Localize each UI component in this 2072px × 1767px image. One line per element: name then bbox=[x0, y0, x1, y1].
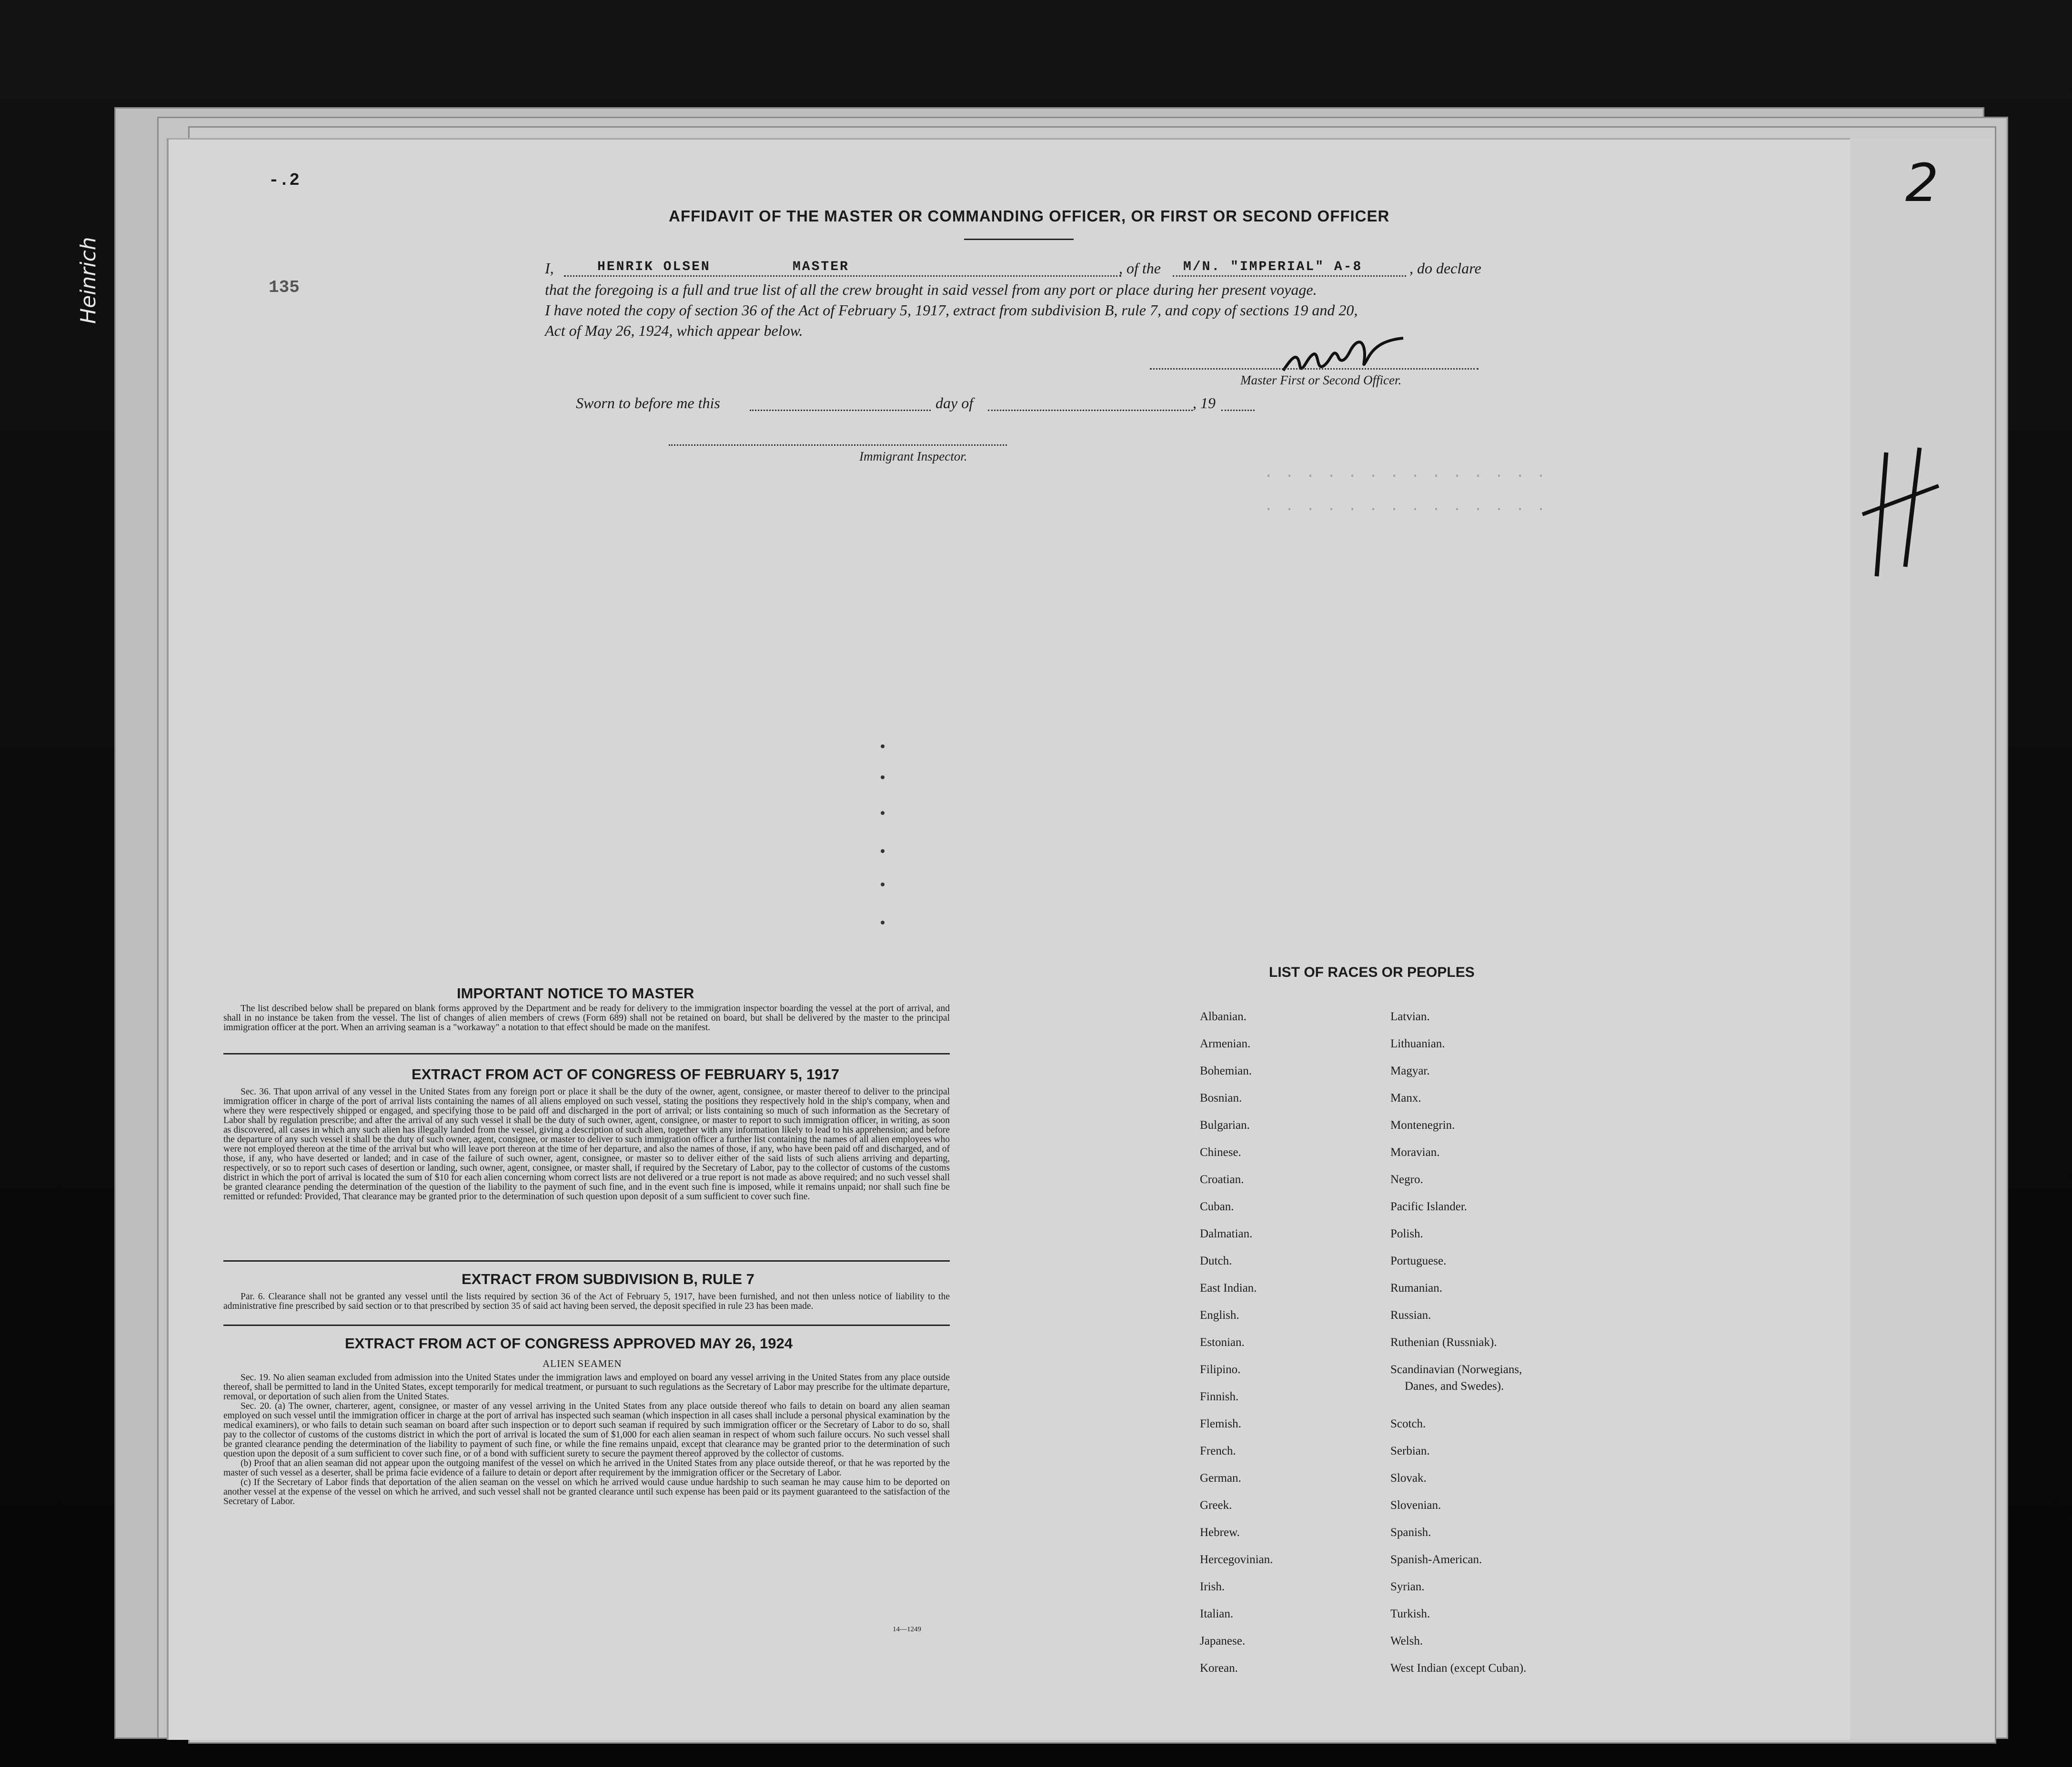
vessel-name: M/N. "IMPERIAL" A-8 bbox=[1183, 260, 1363, 274]
corner-mark: 2 bbox=[1905, 152, 1939, 213]
affidavit-page bbox=[167, 138, 1850, 1740]
extract-1924-title: EXTRACT FROM ACT OF CONGRESS APPROVED MAY 26, 1924 bbox=[345, 1335, 793, 1352]
master-name: HENRIK OLSEN bbox=[597, 260, 711, 274]
rule7-paragraph: Par. 6. Clearance shall not be granted any vessel until the lists required by section 36 of the Act of February 5, 1917, have been furnished, and not then unless notice of liability to the administrative fine prescribed by said section or to that prescribed by section 35 of said act having been served, the deposit specified in rule 23 has been made. bbox=[223, 1292, 950, 1311]
race-item: Japanese. bbox=[1200, 1635, 1246, 1647]
extract-1917-title: EXTRACT FROM ACT OF CONGRESS OF FEBRUARY 5, 1917 bbox=[412, 1066, 839, 1083]
races-title: LIST OF RACES OR PEOPLES bbox=[1269, 964, 1475, 980]
race-item: Montenegrin. bbox=[1390, 1119, 1455, 1132]
year-line bbox=[1221, 410, 1255, 411]
race-item: Turkish. bbox=[1390, 1607, 1430, 1620]
race-item: Finnish. bbox=[1200, 1390, 1239, 1403]
section-rule bbox=[223, 1325, 950, 1326]
mark-dot bbox=[881, 849, 885, 853]
page-number-stamp: -.2 bbox=[269, 171, 300, 190]
of-the-label: , of the bbox=[1119, 260, 1161, 277]
race-item: Scotch. bbox=[1390, 1417, 1426, 1430]
bleed-through-text: · · · · · · · · · · · · · · bbox=[1264, 502, 1548, 518]
inspector-line bbox=[669, 444, 1007, 446]
race-item: Armenian. bbox=[1200, 1037, 1251, 1050]
name-line bbox=[564, 275, 1121, 277]
side-number: 135 bbox=[269, 278, 300, 297]
race-item: Bosnian. bbox=[1200, 1092, 1242, 1104]
race-item: Irish. bbox=[1200, 1580, 1225, 1593]
race-item: West Indian (except Cuban). bbox=[1390, 1662, 1527, 1675]
mark-dot bbox=[881, 811, 885, 815]
race-item: Spanish-American. bbox=[1390, 1553, 1482, 1566]
extract-1917-text bbox=[223, 1087, 950, 1202]
race-item: Chinese. bbox=[1200, 1146, 1241, 1159]
race-item: Bohemian. bbox=[1200, 1064, 1252, 1077]
day-of-label: day of bbox=[935, 394, 974, 412]
mark-dot bbox=[881, 921, 885, 924]
notice-paragraph: The list described below shall be prepared on blank forms approved by the Department and be ready for delivery to the immigration inspector boarding the vessel at the port of arrival, and shall in no instance be taken from the vessel. The list of changes of alien members of crews (Form 689) shall not be retained on board, but shall be delivered by the master to the principal immigration officer at the port. When an arriving seaman is a "workaway" a notation to that effect should be made on the manifest. bbox=[223, 1004, 950, 1033]
title-rule bbox=[964, 239, 1074, 240]
race-item: Negro. bbox=[1390, 1173, 1423, 1186]
signature bbox=[1445, 363, 1446, 364]
race-item: French. bbox=[1200, 1445, 1236, 1457]
race-item: Spanish. bbox=[1390, 1526, 1431, 1539]
race-item: Slovak. bbox=[1390, 1472, 1427, 1485]
affidavit-line-2: that the foregoing is a full and true list of all the crew brought in said vessel from any port or place during her present voyage. bbox=[545, 281, 1317, 298]
section-20b-paragraph: (b) Proof that an alien seaman did not appear upon the outgoing manifest of the vessel on which he arrived in the United States from any place outside thereof, or that he was reported by the master of such vessel as a deserter, shall be prima facie evidence of a failure to detain or deport after requirement by the immigration officer or the Secretary of Labor. bbox=[223, 1458, 950, 1478]
notice-text bbox=[223, 1004, 950, 1033]
section-rule bbox=[223, 1053, 950, 1054]
race-item: Magyar. bbox=[1390, 1064, 1430, 1077]
mark-dot bbox=[881, 744, 885, 748]
race-item: Dutch. bbox=[1200, 1255, 1232, 1267]
sworn-day-line bbox=[750, 410, 931, 411]
race-item: Manx. bbox=[1390, 1092, 1421, 1104]
affidavit-i-label: I, bbox=[545, 260, 554, 277]
race-item: Slovenian. bbox=[1390, 1499, 1441, 1512]
race-item: Croatian. bbox=[1200, 1173, 1244, 1186]
race-item: English. bbox=[1200, 1309, 1239, 1322]
race-item: Greek. bbox=[1200, 1499, 1232, 1512]
notice-title: IMPORTANT NOTICE TO MASTER bbox=[457, 985, 694, 1002]
section-20c-paragraph: (c) If the Secretary of Labor finds that deportation of the alien seaman on the vessel on which he arrived would cause undue hardship to such seaman he may cause him to be deported on another vessel at the expense of the vessel on which he arrived, and such vessel shall not be granted clearance until such expense has been paid or its payment guaranteed to the satisfaction of the Secretary of Labor. bbox=[223, 1477, 950, 1506]
race-item: Welsh. bbox=[1390, 1635, 1423, 1647]
race-item: Scandinavian (Norwegians, bbox=[1390, 1363, 1522, 1376]
bleed-through-text: · · · · · · · · · · · · · · bbox=[1264, 468, 1548, 484]
race-item: Moravian. bbox=[1390, 1146, 1440, 1159]
inspector-caption: Immigrant Inspector. bbox=[859, 449, 967, 463]
section-36-paragraph: Sec. 36. That upon arrival of any vessel in the United States from any foreign port or place it shall be the duty of the owner, agent, consignee, or master thereof to deliver to the principal immigration officer in charge of the port of arrival lists containing the names of all aliens employed on such vessel, stating the positions they respectively hold in the ship's company, when and where they were respectively shipped or engaged, and specifying those to be paid off and discharged in the port of arrival; or lists containing so much of such information as the Secretary of Labor shall by regulation prescribe; and after the arrival of any such vessel it shall be the duty of such owner, agent, consignee, or master to report to such immigration officer, in writing, as soon as discovered, all cases in which any such alien has illegally landed from the vessel, giving a description of such alien, together with any information likely to lead to his apprehension; and before the departure of any such vessel it shall be the duty of such owner, agent, consignee, or master to deliver to such immigration officer a further list containing the names of all alien employees who were not employed thereon at the time of the arrival but who will leave port thereon at the time of her departure, and also the names of those, if any, who have been paid off and discharged, and of those, if any, who have deserted or landed; and in case of the failure of such owner, agent, consignee, or master so to deliver either of the said lists of such aliens arriving and departing, respectively, or so to report such cases of desertion or landing, such owner, agent, consignee, or master shall, if required by the Secretary of Labor, pay to the collector of customs of the customs district in which the port of arrival is located the sum of $10 for each alien concerning whom correct lists are not delivered or a true report is not made as above required; and no such vessel shall be granted clearance pending the determination of the question of the liability to the payment of such fine, and in the event such fine is imposed, while it remains unpaid; nor shall such fine be remitted or refunded: Provided, That clearance may be granted prior to the determination of such question upon deposit of a sum sufficient to cover such fine. bbox=[223, 1087, 950, 1202]
affidavit-line-4: Act of May 26, 1924, which appear below. bbox=[545, 322, 803, 339]
race-item: Ruthenian (Russniak). bbox=[1390, 1336, 1497, 1349]
vessel-line bbox=[1173, 275, 1406, 277]
extract-rule7-text bbox=[223, 1292, 950, 1311]
year-label: , 19 bbox=[1193, 394, 1216, 412]
race-item: Danes, and Swedes). bbox=[1405, 1380, 1504, 1393]
alien-seamen-subtitle: ALIEN SEAMEN bbox=[543, 1358, 622, 1369]
do-declare-label: , do declare bbox=[1409, 260, 1481, 277]
section-rule bbox=[223, 1260, 950, 1262]
signature-line bbox=[1150, 368, 1479, 370]
mark-dot bbox=[881, 775, 885, 779]
margin-handwriting: Heinrich bbox=[76, 237, 101, 324]
race-item: East Indian. bbox=[1200, 1282, 1257, 1295]
signer-caption: Master First or Second Officer. bbox=[1240, 373, 1402, 387]
mark-dot bbox=[881, 883, 885, 886]
underlying-page-edge bbox=[1848, 138, 1992, 1738]
race-item: Russian. bbox=[1390, 1309, 1431, 1322]
race-item: Korean. bbox=[1200, 1662, 1238, 1675]
race-item: Rumanian. bbox=[1390, 1282, 1443, 1295]
race-item: Bulgarian. bbox=[1200, 1119, 1250, 1132]
race-item: Portuguese. bbox=[1390, 1255, 1447, 1267]
section-20a-paragraph: Sec. 20. (a) The owner, charterer, agent, consignee, or master of any vessel arriving in the United States from any place outside thereof who fails to detain on board any alien seaman employed on such vessel until the immigration officer in charge at the port of arrival has inspected such seaman (which inspection in all cases shall include a personal physical examination by the medical examiners), or who fails to detain such seaman on board after such inspection or to deport such seaman if required by such immigration officer or the Secretary of Labor to do so, shall pay to the collector of customs of the customs district in which the port of arrival is located the sum of $1,000 for each alien seaman in respect of whom such failure occurs. No such vessel shall be granted clearance pending the determination of the liability to payment of such fine, or while the fine remains unpaid, except that clearance may be granted prior to the determination of such question upon the deposit of a sum sufficient to cover such fine, or of a bond with sufficient surety to secure the payment thereof approved by the collector of customs. bbox=[223, 1401, 950, 1459]
sworn-label: Sworn to before me this bbox=[576, 394, 720, 412]
race-item: Dalmatian. bbox=[1200, 1227, 1253, 1240]
tally-mark bbox=[1853, 443, 1943, 586]
race-item: Latvian. bbox=[1390, 1010, 1430, 1023]
affidavit-title: AFFIDAVIT OF THE MASTER OR COMMANDING OFFICER, OR FIRST OR SECOND OFFICER bbox=[669, 207, 1390, 225]
race-item: Serbian. bbox=[1390, 1445, 1430, 1457]
race-item: Albanian. bbox=[1200, 1010, 1247, 1023]
race-item: Hebrew. bbox=[1200, 1526, 1240, 1539]
race-item: Estonian. bbox=[1200, 1336, 1245, 1349]
section-19-paragraph: Sec. 19. No alien seaman excluded from admission into the United States under the immigration laws and employed on board any vessel arriving in the United States from any place outside thereof, shall be permitted to land in the United States, except temporarily for medical treatment, or pursuant to such regulations as the Secretary of Labor may prescribe for the ultimate departure, removal, or deportation of such alien from the United States. bbox=[223, 1373, 950, 1402]
race-item: German. bbox=[1200, 1472, 1241, 1485]
race-item: Italian. bbox=[1200, 1607, 1234, 1620]
race-item: Filipino. bbox=[1200, 1363, 1241, 1376]
master-rank: MASTER bbox=[793, 260, 849, 274]
race-item: Flemish. bbox=[1200, 1417, 1241, 1430]
extract-rule7-title: EXTRACT FROM SUBDIVISION B, RULE 7 bbox=[462, 1271, 754, 1287]
race-item: Lithuanian. bbox=[1390, 1037, 1445, 1050]
form-number: 14—1249 bbox=[893, 1626, 921, 1633]
extract-1924-text bbox=[223, 1373, 950, 1506]
race-item: Hercegovinian. bbox=[1200, 1553, 1273, 1566]
race-item: Cuban. bbox=[1200, 1200, 1234, 1213]
affidavit-line-3: I have noted the copy of section 36 of the Act of February 5, 1917, extract from subdivision B, rule 7, and copy of sections 19 and 20, bbox=[545, 301, 1358, 319]
race-item: Syrian. bbox=[1390, 1580, 1425, 1593]
sworn-month-line bbox=[988, 410, 1193, 411]
race-item: Pacific Islander. bbox=[1390, 1200, 1468, 1213]
race-item: Polish. bbox=[1390, 1227, 1423, 1240]
